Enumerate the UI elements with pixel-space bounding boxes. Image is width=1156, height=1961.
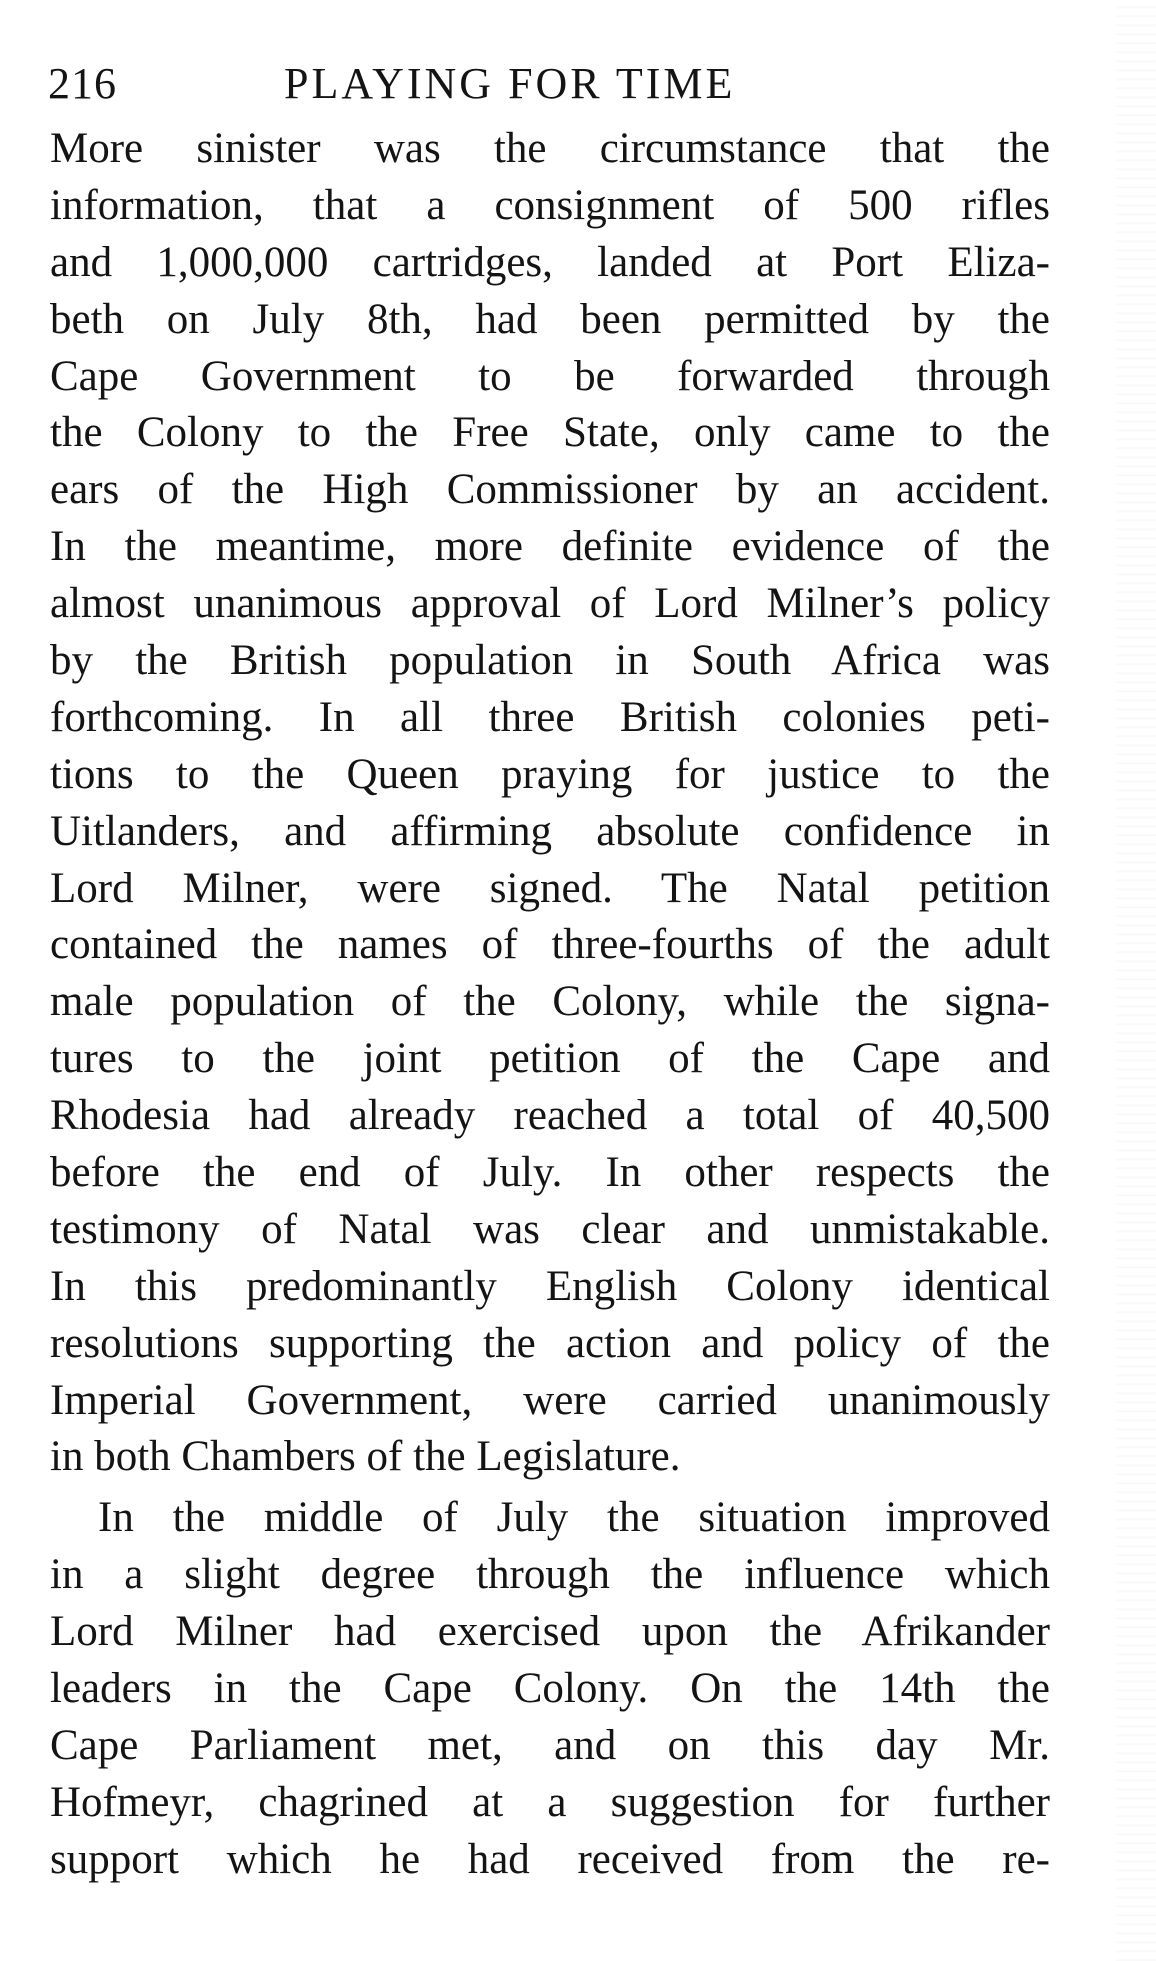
- scan-edge: [1116, 0, 1156, 1961]
- text-line: Cape Parliament met, and on this day Mr.: [50, 1721, 1050, 1769]
- text-line: In the middle of July the situation improved: [98, 1494, 1050, 1542]
- text-line: testimony of Natal was clear and unmistakable.: [50, 1205, 1050, 1253]
- body-text: [50, 121, 1050, 1889]
- text-line: in both Chambers of the Legislature.: [50, 1433, 681, 1481]
- text-line: leaders in the Cape Colony. On the 14th the: [50, 1665, 1050, 1713]
- paragraph: [50, 1490, 1050, 1888]
- text-line: In the meantime, more definite evidence of the: [50, 523, 1050, 571]
- text-line: support which he had received from the re-: [50, 1835, 1050, 1883]
- text-line: Lord Milner had exercised upon the Afrikander: [50, 1608, 1050, 1656]
- text-line: Imperial Government, were carried unanimously: [50, 1376, 1050, 1424]
- text-line: male population of the Colony, while the signa-: [50, 978, 1050, 1026]
- running-head: PLAYING FOR TIME: [284, 59, 736, 108]
- text-line: before the end of July. In other respects the: [50, 1149, 1050, 1197]
- text-line: Lord Milner, were signed. The Natal petition: [50, 864, 1050, 912]
- text-line: beth on July 8th, had been permitted by the: [50, 295, 1050, 343]
- text-line: More sinister was the circumstance that the: [50, 125, 1050, 172]
- text-line: the Colony to the Free State, only came to the: [50, 409, 1050, 457]
- text-line: forthcoming. In all three British colonies peti-: [50, 693, 1050, 741]
- text-line: by the British population in South Africa was: [50, 637, 1050, 685]
- text-line: contained the names of three-fourths of the adult: [50, 921, 1050, 969]
- text-line: ears of the High Commissioner by an accident.: [50, 466, 1050, 514]
- text-line: Uitlanders, and affirming absolute confidence in: [50, 807, 1050, 855]
- page-header: [48, 56, 1048, 112]
- text-line: In this predominantly English Colony identical: [50, 1262, 1050, 1310]
- text-line: in a slight degree through the influence which: [50, 1551, 1050, 1599]
- paragraph: [50, 121, 1050, 1486]
- page-number: 216: [48, 59, 117, 108]
- text-line: and 1,000,000 cartridges, landed at Port Eliza-: [50, 238, 1050, 286]
- text-line: almost unanimous approval of Lord Milner’s policy: [50, 580, 1050, 628]
- text-line: Rhodesia had already reached a total of 40,500: [50, 1092, 1050, 1140]
- text-line: information, that a consignment of 500 rifles: [50, 181, 1050, 229]
- text-line: Cape Government to be forwarded through: [50, 352, 1050, 400]
- text-line: Hofmeyr, chagrined at a suggestion for further: [50, 1778, 1050, 1826]
- text-line: tures to the joint petition of the Cape and: [50, 1035, 1050, 1083]
- text-line: resolutions supporting the action and policy of the: [50, 1319, 1050, 1367]
- text-line: tions to the Queen praying for justice to the: [50, 750, 1050, 798]
